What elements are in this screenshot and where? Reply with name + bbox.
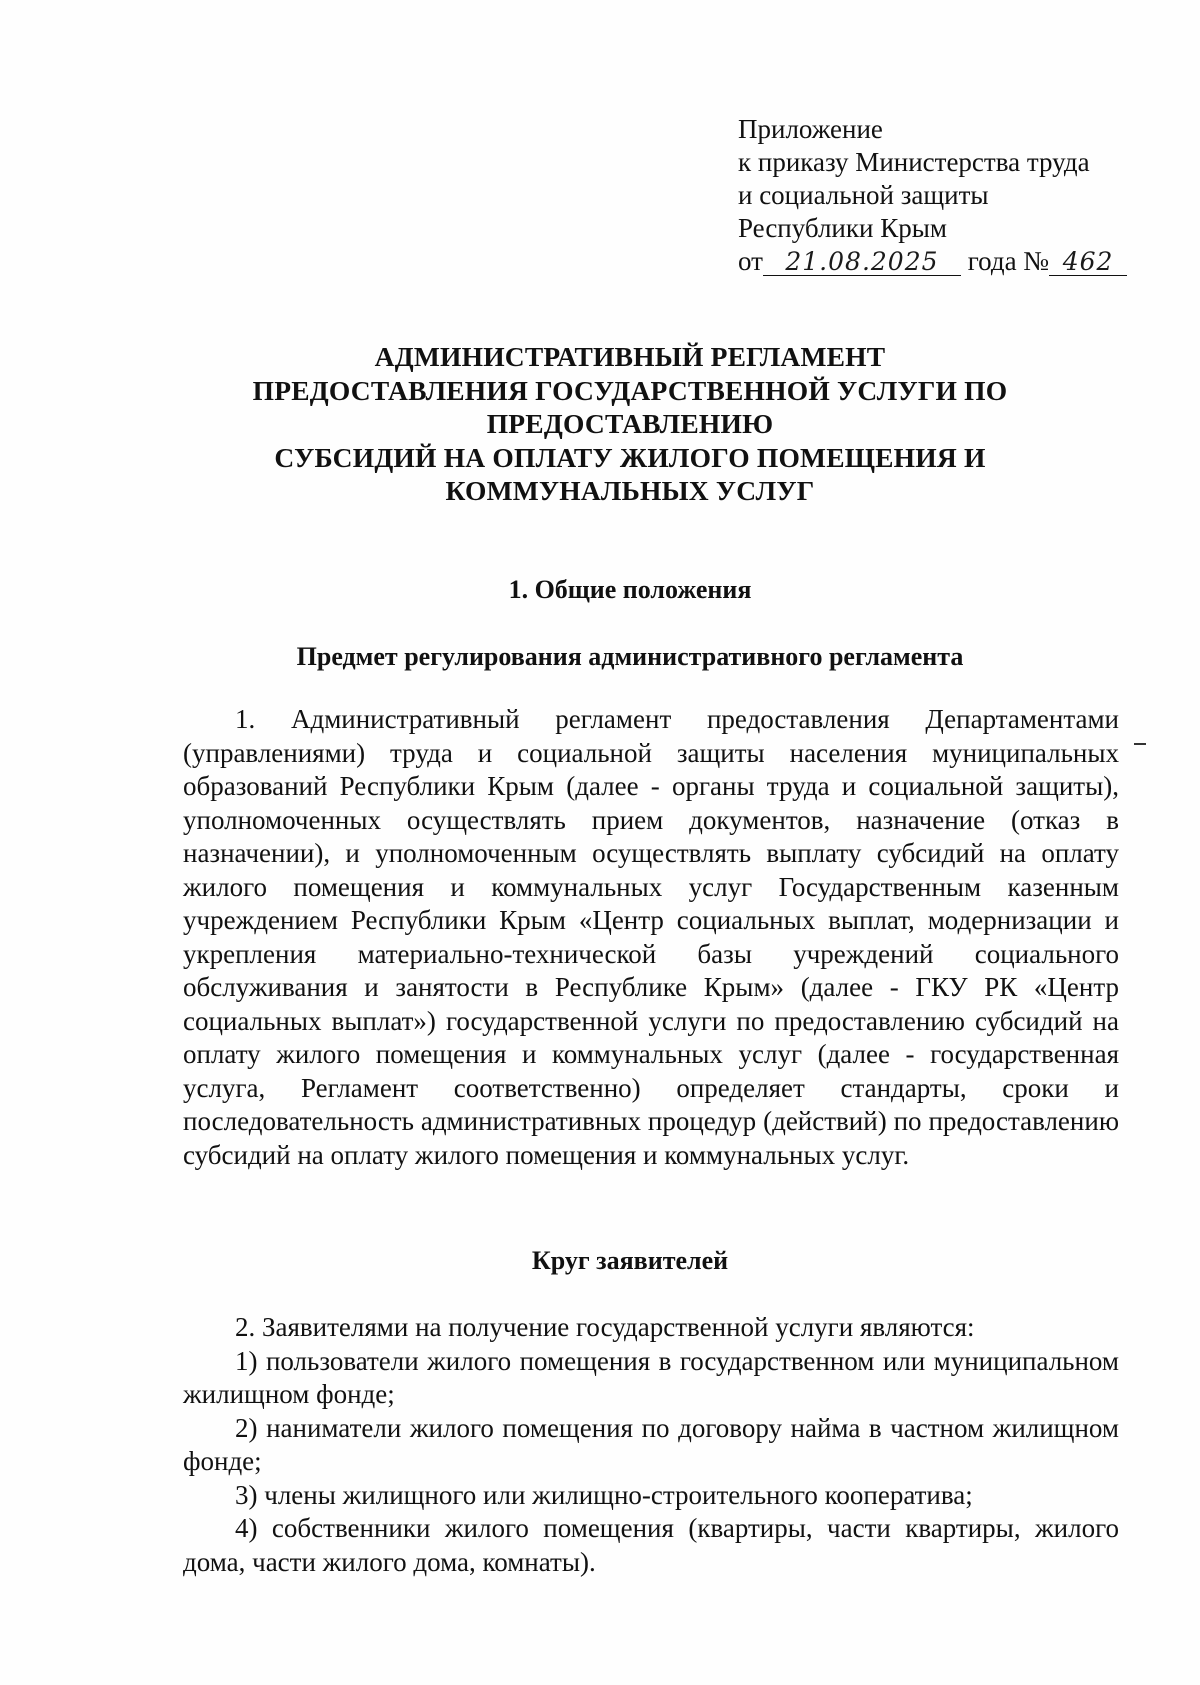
appendix-line: к приказу Министерства труда bbox=[738, 147, 1090, 177]
appendix-date-line bbox=[738, 245, 1127, 278]
appendix-line: Республики Крым bbox=[738, 213, 947, 243]
list-item: 1) пользователи жилого помещения в государственном или муниципальном жилищном фонде; bbox=[183, 1345, 1119, 1409]
paragraph-1: 1. Административный регламент предоставления Департаментами (управлениями) труда и социальной защиты населения муниципальных образований Республики Крым (далее - органы труда и социальной защиты), уполномоченных осуществлять прием документов, назначение (отказ в назначении), и уполномоченным осуществлять выплату субсидий на оплату жилого помещения и коммунальных услуг Государственным казенным учреждением Республики Крым «Центр социальных выплат, модернизации и укрепления материально-технической базы учреждений социального обслуживания и занятости в Республике Крым» (далее - ГКУ РК «Центр социальных выплат») государственной услуги по предоставлению субсидий на оплату жилого помещения и коммунальных услуг (далее - государственная услуга, Регламент соответственно) определяет стандарты, сроки и последовательность административных процедур (действий) по предоставлению субсидий на оплату жилого помещения и коммунальных услуг. bbox=[183, 704, 1119, 1170]
section-heading: 1. Общие положения bbox=[508, 575, 752, 604]
margin-mark bbox=[1134, 743, 1146, 745]
list-item: 4) собственники жилого помещения (квартиры, части квартиры, жилого дома, части жилого дома, комнаты). bbox=[183, 1513, 1119, 1577]
subsection-heading-subject: Предмет регулирования административного регламента bbox=[296, 642, 964, 671]
subsection-heading-applicants: Круг заявителей bbox=[531, 1246, 729, 1275]
title-line: ПРЕДОСТАВЛЕНИЮ bbox=[486, 408, 774, 439]
appendix-line: и социальной защиты bbox=[738, 180, 989, 210]
paragraph-2 bbox=[183, 1311, 1119, 1579]
title-line: АДМИНИСТРАТИВНЫЙ РЕГЛАМЕНТ bbox=[374, 341, 886, 372]
title-line: КОММУНАЛЬНЫХ УСЛУГ bbox=[445, 475, 815, 506]
list-item: 2) наниматели жилого помещения по договору найма в частном жилищном фонде; bbox=[183, 1412, 1119, 1476]
year-word: года № bbox=[967, 246, 1050, 276]
date-prefix: от bbox=[738, 246, 763, 276]
list-item: 3) члены жилищного или жилищно-строительного кооператива; bbox=[235, 1479, 973, 1510]
title-line: ПРЕДОСТАВЛЕНИЯ ГОСУДАРСТВЕННОЙ УСЛУГИ ПО bbox=[252, 374, 1008, 406]
document-title bbox=[180, 340, 1080, 508]
appendix-block bbox=[738, 113, 1127, 278]
handwritten-date: 21.08.2025 bbox=[763, 249, 961, 276]
paragraph-2-intro: 2. Заявителями на получение государственной услуги являются: bbox=[235, 1312, 975, 1342]
title-line: СУБСИДИЙ НА ОПЛАТУ ЖИЛОГО ПОМЕЩЕНИЯ И bbox=[274, 441, 986, 473]
appendix-line: Приложение bbox=[738, 114, 883, 144]
handwritten-order-number: 462 bbox=[1049, 249, 1127, 276]
